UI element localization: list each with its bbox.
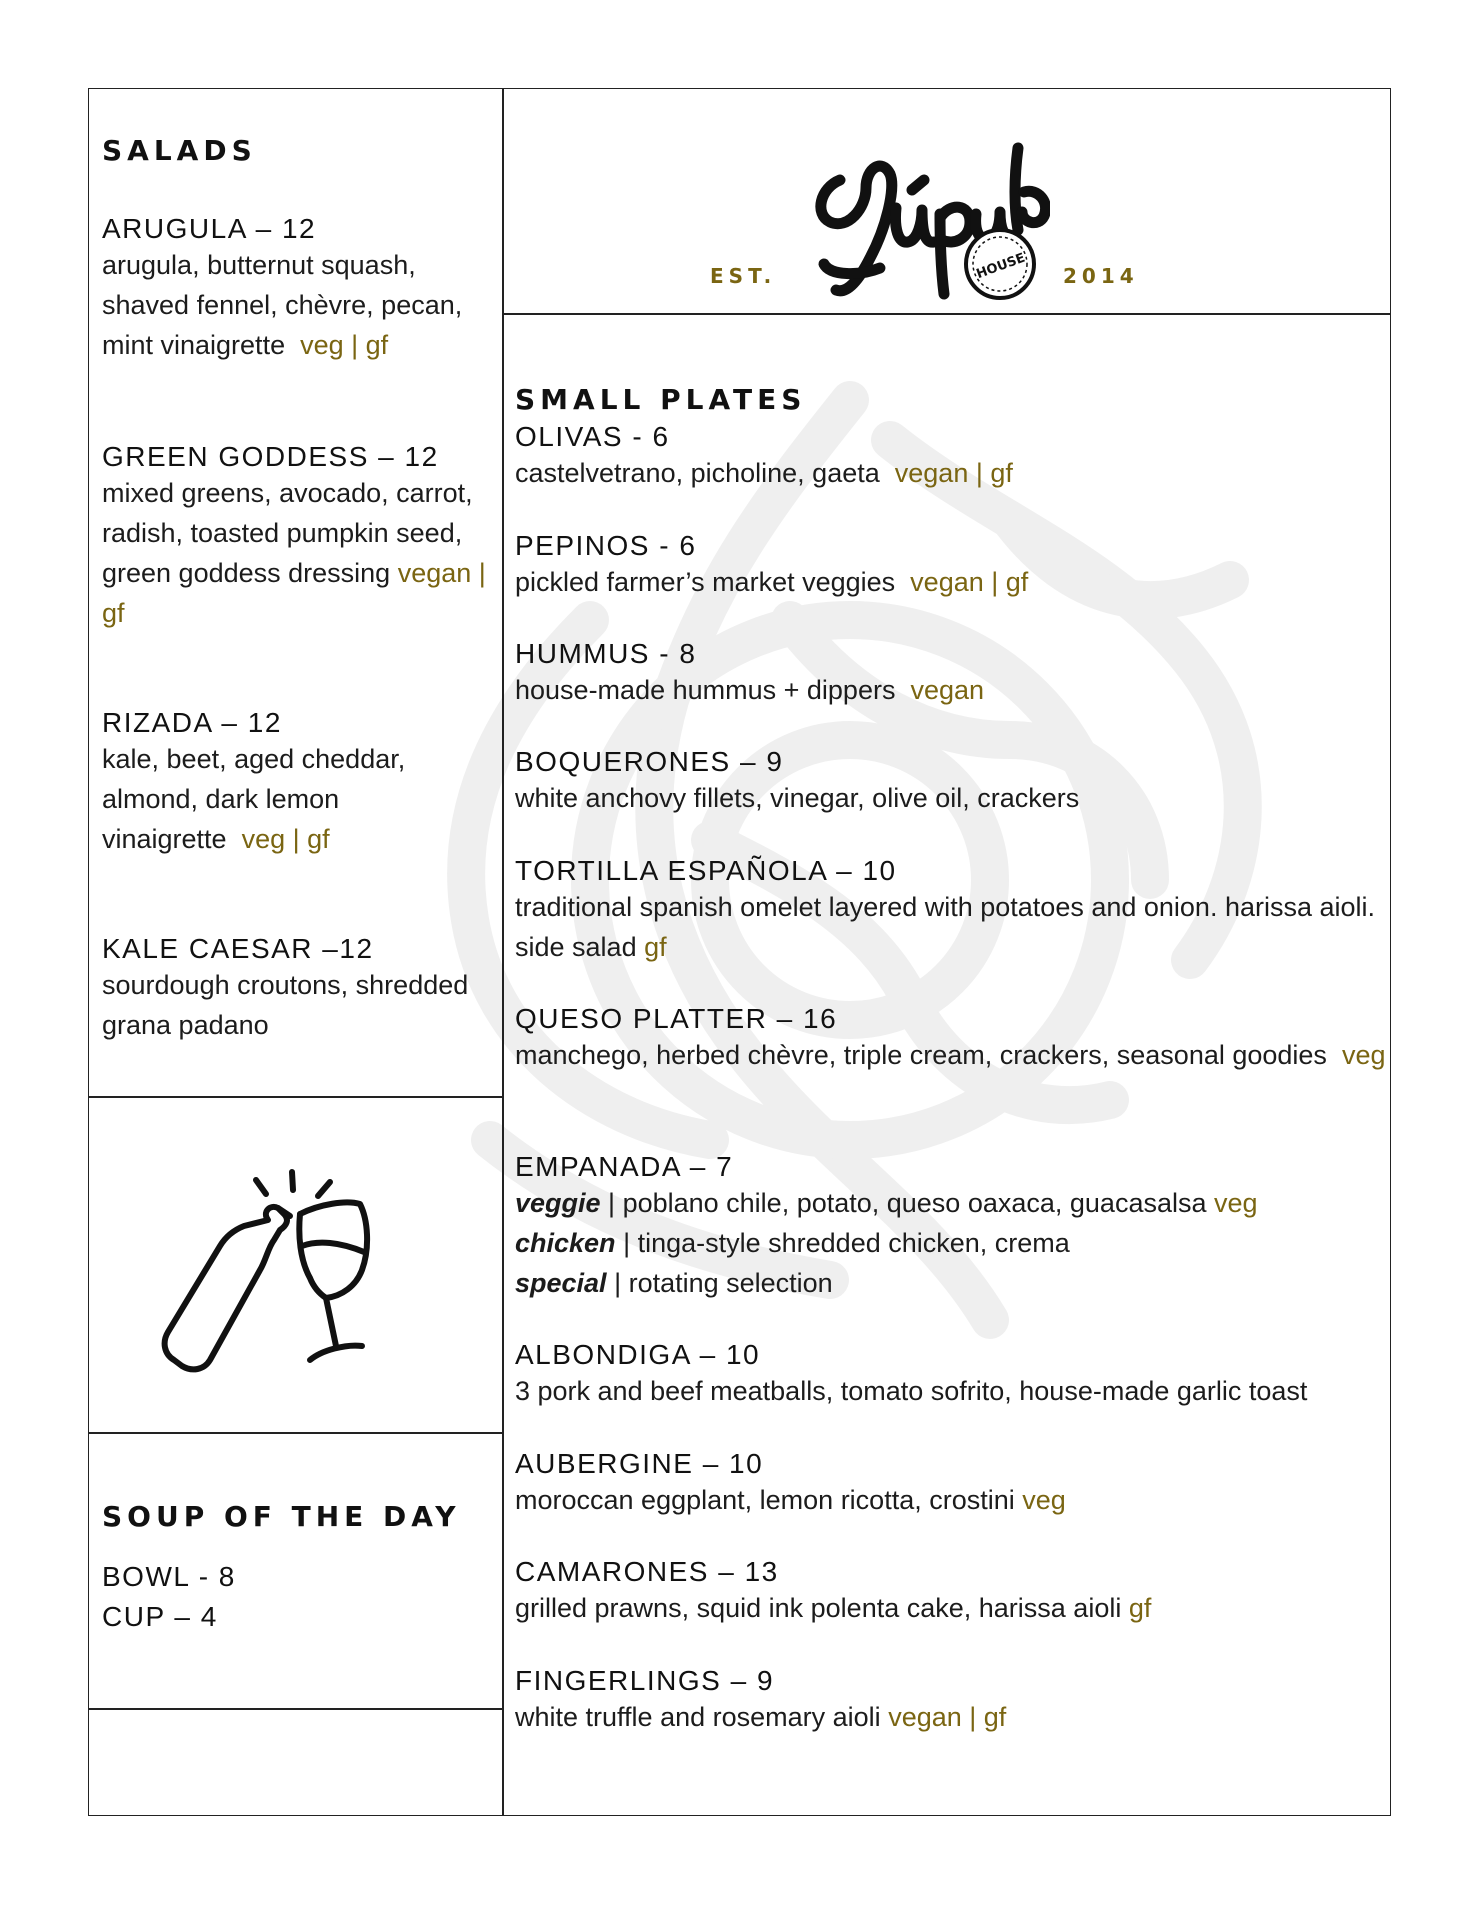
salad-title: RIZADA – 12 [102, 707, 282, 738]
plate-item [515, 421, 1395, 493]
salad-item [102, 441, 492, 633]
diet-tag: vegan [910, 675, 985, 705]
divider-soup [89, 1708, 502, 1710]
salad-item [102, 933, 492, 1045]
salad-desc: sourdough croutons, shredded grana padano [102, 970, 469, 1040]
plate-title: CAMARONES – 13 [515, 1556, 779, 1587]
variant-name: chicken [515, 1228, 616, 1258]
diet-tag: gf [644, 932, 667, 962]
plate-desc: house-made hummus + dippers vegan [515, 675, 985, 705]
diet-tag: veg [1022, 1485, 1066, 1515]
divider-salads [89, 1096, 502, 1098]
divider-logo [502, 313, 1390, 315]
plate-desc: 3 pork and beef meatballs, tomato sofrito, house-made garlic toast [515, 1376, 1308, 1406]
svg-text:HOUSE: HOUSE [974, 250, 1028, 283]
plate-item [515, 1448, 1395, 1520]
salad-item [102, 707, 492, 859]
diet-tag: vegan | gf [102, 558, 486, 628]
salad-desc: arugula, butternut squash, shaved fennel, chèvre, pecan, mint vinaigrette veg | gf [102, 250, 463, 360]
plate-desc: traditional spanish omelet layered with potatoes and onion. harissa aioli. side salad gf [515, 892, 1376, 962]
plate-title: TORTILLA ESPAÑOLA – 10 [515, 855, 897, 886]
variant-name: special [515, 1268, 607, 1298]
plate-item [515, 530, 1395, 602]
plate-item [515, 638, 1395, 710]
salad-desc: kale, beet, aged cheddar, almond, dark lemon vinaigrette veg | gf [102, 744, 406, 854]
plate-item [515, 746, 1395, 818]
plate-title: FINGERLINGS – 9 [515, 1665, 775, 1696]
soup-heading: SOUP OF THE DAY [102, 1500, 461, 1533]
soup-bowl-price: BOWL - 8 [102, 1561, 236, 1592]
salad-item [102, 213, 492, 365]
plate-item [515, 1556, 1395, 1628]
plate-title: EMPANADA – 7 [515, 1151, 734, 1182]
diet-tag: veg [1214, 1188, 1258, 1218]
plate-desc: manchego, herbed chèvre, triple cream, crackers, seasonal goodies veg [515, 1040, 1386, 1070]
salad-title: KALE CAESAR –12 [102, 933, 374, 964]
plate-title: ALBONDIGA – 10 [515, 1339, 761, 1370]
small-plates-heading: SMALL PLATES [515, 383, 807, 416]
plate-desc: pickled farmer’s market veggies vegan | gf [515, 567, 1029, 597]
empanada-variant: veggie | poblano chile, potato, queso oaxaca, guacasalsa veg [515, 1188, 1258, 1218]
empanada-variant: special | rotating selection [515, 1268, 833, 1298]
salad-title: GREEN GODDESS – 12 [102, 441, 439, 472]
diet-tag: gf [1128, 1593, 1152, 1623]
plate-title: OLIVAS - 6 [515, 421, 670, 452]
diet-tag: vegan | gf [888, 1702, 1007, 1732]
diet-tag: vegan | gf [894, 458, 1013, 488]
plate-desc: moroccan eggplant, lemon ricotta, crostini veg [515, 1485, 1066, 1515]
diet-tag: vegan | gf [910, 567, 1029, 597]
plate-item [515, 1339, 1395, 1411]
plate-title: HUMMUS - 8 [515, 638, 697, 669]
est-label: EST. [710, 264, 777, 288]
soup-cup-price: CUP – 4 [102, 1601, 218, 1632]
divider-image [89, 1432, 502, 1434]
diet-tag: veg | gf [241, 824, 330, 854]
plate-title: PEPINOS - 6 [515, 530, 697, 561]
plate-title: AUBERGINE – 10 [515, 1448, 764, 1479]
plate-title: BOQUERONES – 9 [515, 746, 784, 777]
column-divider [502, 89, 504, 1815]
plate-desc: white anchovy fillets, vinegar, olive oil, crackers [515, 783, 1080, 813]
est-year: 2014 [1063, 264, 1139, 288]
variant-name: veggie [515, 1188, 601, 1218]
diet-tag: veg [1341, 1040, 1386, 1070]
salad-desc: mixed greens, avocado, carrot, radish, toasted pumpkin seed, green goddess dressing vegan | gf [102, 478, 486, 628]
cheers-bottle-glass-icon [150, 1160, 390, 1390]
plate-desc: castelvetrano, picholine, gaeta vegan | gf [515, 458, 1013, 488]
diet-tag: veg | gf [300, 330, 389, 360]
plate-item [515, 1665, 1395, 1737]
lupulo-logo [800, 118, 1050, 308]
plate-item [515, 1003, 1395, 1075]
plate-title: QUESO PLATTER – 16 [515, 1003, 838, 1034]
plate-item [515, 1151, 1395, 1303]
plate-desc: white truffle and rosemary aioli vegan | gf [515, 1702, 1007, 1732]
salads-heading: SALADS [102, 134, 257, 167]
salad-title: ARUGULA – 12 [102, 213, 317, 244]
plate-desc: grilled prawns, squid ink polenta cake, harissa aioli gf [515, 1593, 1152, 1623]
empanada-variant: chicken | tinga-style shredded chicken, crema [515, 1228, 1070, 1258]
plate-item [515, 855, 1395, 967]
